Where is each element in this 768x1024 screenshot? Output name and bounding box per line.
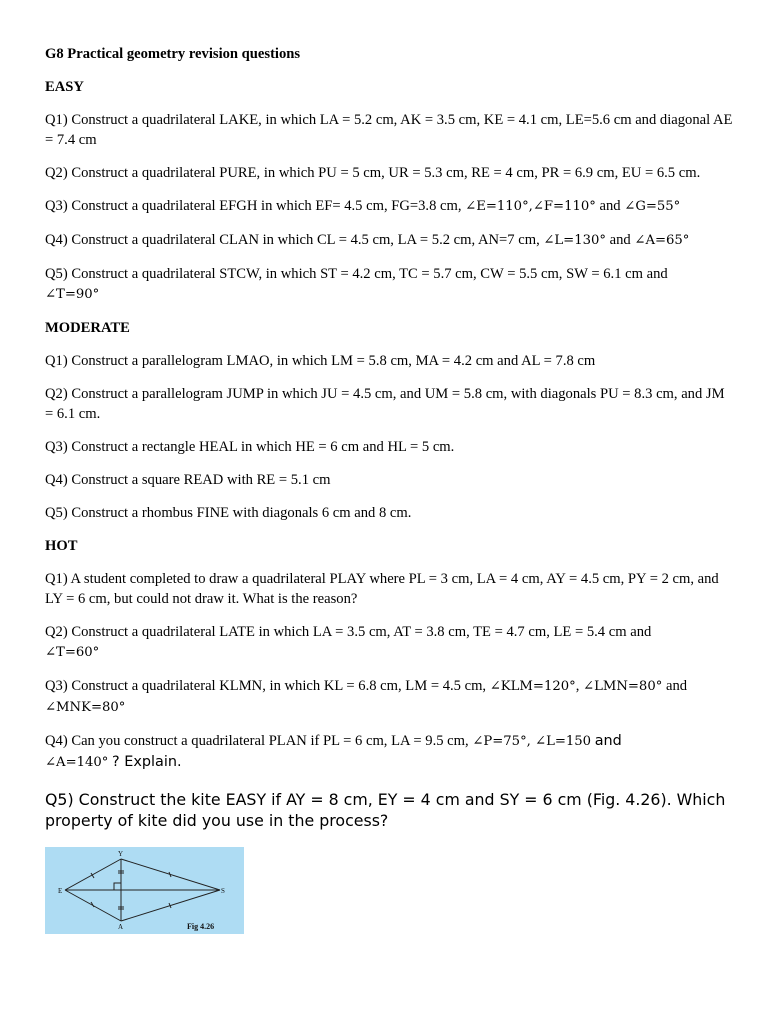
hot-q3-angle-mnk: ∠MNK=80°: [45, 700, 126, 715]
hot-question-5: Q5) Construct the kite EASY if AY = 8 cm, EY = 4 cm and SY = 6 cm (Fig. 4.26). Which property of kite did you use in the process?: [45, 790, 726, 830]
kite-figure: [45, 847, 244, 934]
easy-q3-angle-g: ∠G=55°: [624, 199, 681, 214]
easy-question-2: Q2) Construct a quadrilateral PURE, in which PU = 5 cm, UR = 5.3 cm, RE = 4 cm, PR = 6.9 cm, EU = 6.5 cm.: [45, 165, 701, 181]
hot-question-2: [45, 622, 735, 663]
easy-question-4: [45, 230, 735, 251]
easy-q4-angle-l: ∠L=130°: [543, 233, 606, 248]
hot-q4-angles-pl: ∠P=75°, ∠L=150: [472, 734, 592, 749]
easy-q3-and: and: [599, 198, 621, 214]
hot-q3-text: Q3) Construct a quadrilateral KLMN, in which KL = 6.8 cm, LM = 4.5 cm,: [45, 678, 487, 694]
right-angle-mark: [114, 883, 121, 890]
vertex-label-s: S: [221, 887, 225, 895]
document-title: G8 Practical geometry revision questions: [45, 46, 301, 62]
easy-question-1: Q1) Construct a quadrilateral LAKE, in which LA = 5.2 cm, AK = 3.5 cm, KE = 4.1 cm, LE=5.6 cm and diagonal AE = 7.4 cm: [45, 112, 733, 148]
hot-q3-angle-klm: ∠KLM=120°: [489, 679, 576, 694]
moderate-question-4: Q4) Construct a square READ with RE = 5.1 cm: [45, 472, 331, 488]
hot-q3-angle-lmn: ∠LMN=80°: [583, 679, 663, 694]
hot-q2-angle-t: ∠T=60°: [45, 645, 100, 660]
hot-q4-and: and: [594, 733, 622, 749]
hot-q4-angle-a: ∠A=140°: [45, 755, 109, 770]
hot-question-1: Q1) A student completed to draw a quadrilateral PLAY where PL = 3 cm, LA = 4 cm, AY = 4.5 cm, PY = 2 cm, and LY = 6 cm, but could not draw it. What is the reason?: [45, 571, 719, 607]
hot-q3-comma: ,: [575, 678, 580, 694]
vertex-label-e: E: [58, 887, 63, 895]
easy-question-5: [45, 264, 735, 305]
kite-diagram: [45, 847, 244, 934]
moderate-question-3: Q3) Construct a rectangle HEAL in which HE = 6 cm and HL = 5 cm.: [45, 439, 455, 455]
easy-question-3: [45, 196, 735, 217]
moderate-question-5: Q5) Construct a rhombus FINE with diagonals 6 cm and 8 cm.: [45, 505, 412, 521]
hot-q4-text: Q4) Can you construct a quadrilateral PLAN if PL = 6 cm, LA = 9.5 cm,: [45, 733, 469, 749]
hot-question-3: [45, 676, 735, 718]
easy-q3-text: Q3) Construct a quadrilateral EFGH in which EF= 4.5 cm, FG=3.8 cm,: [45, 198, 462, 214]
hot-question-4: [45, 731, 735, 773]
easy-q4-text: Q4) Construct a quadrilateral CLAN in which CL = 4.5 cm, LA = 5.2 cm, AN=7 cm,: [45, 232, 540, 248]
vertex-label-y: Y: [118, 850, 124, 858]
section-heading-moderate: MODERATE: [45, 320, 130, 336]
easy-q5-angle-t: ∠T=90°: [45, 287, 100, 302]
document-page: [45, 44, 735, 934]
easy-q4-angle-a: ∠A=65°: [634, 233, 690, 248]
hot-q3-and: and: [665, 678, 688, 694]
hot-q4-tail: ? Explain.: [112, 754, 182, 770]
section-heading-hot: HOT: [45, 538, 78, 554]
hot-q2-text: Q2) Construct a quadrilateral LATE in which LA = 3.5 cm, AT = 3.8 cm, TE = 4.7 cm, LE = 5.4 cm and: [45, 624, 652, 640]
easy-q4-and: and: [609, 232, 631, 248]
vertex-label-a: A: [118, 923, 124, 931]
moderate-question-1: Q1) Construct a parallelogram LMAO, in which LM = 5.8 cm, MA = 4.2 cm and AL = 7.8 cm: [45, 353, 596, 369]
section-heading-easy: EASY: [45, 79, 84, 95]
kite-side-ey: [65, 859, 121, 890]
figure-caption: Fig 4.26: [187, 922, 215, 931]
easy-q5-text: Q5) Construct a quadrilateral STCW, in which ST = 4.2 cm, TC = 5.7 cm, CW = 5.5 cm, SW = 6.1 cm and: [45, 266, 668, 282]
easy-q3-angles-ef: ∠E=110°,∠F=110°: [465, 199, 596, 214]
moderate-question-2: Q2) Construct a parallelogram JUMP in which JU = 4.5 cm, and UM = 5.8 cm, with diagonals PU = 8.3 cm, and JM = 6.1 cm.: [45, 386, 725, 422]
